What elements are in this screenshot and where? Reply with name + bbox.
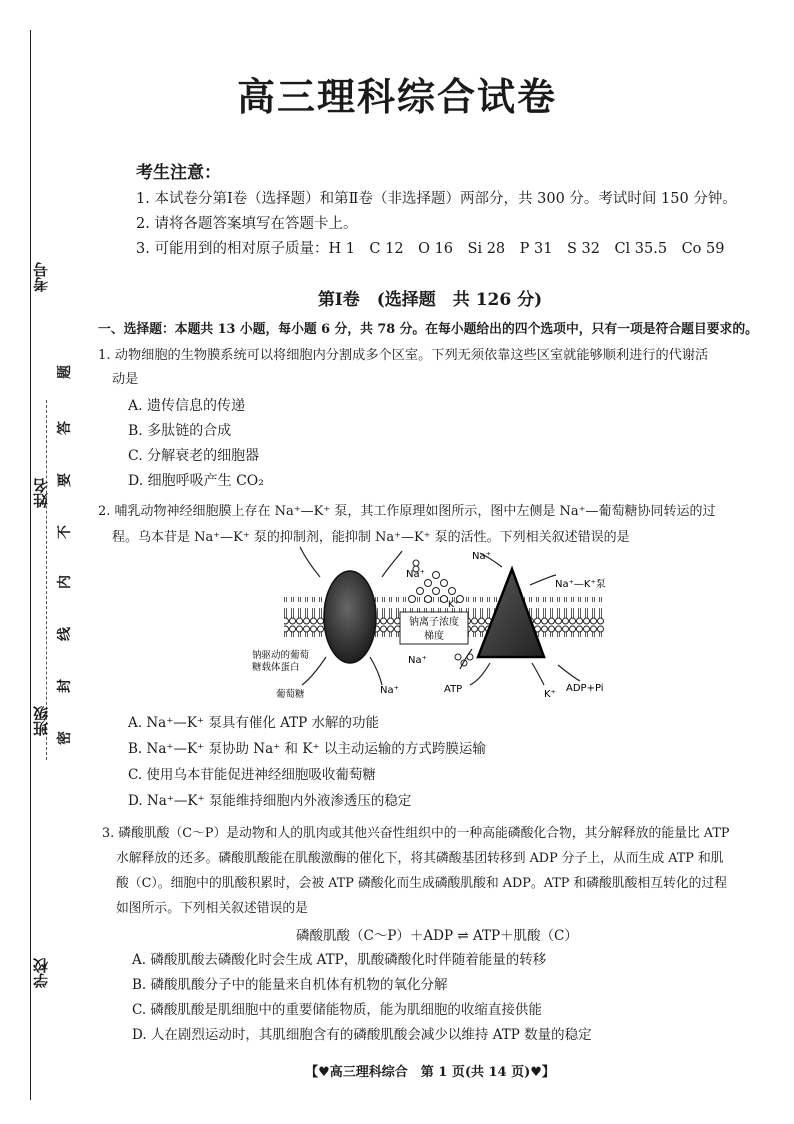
na-bottom-label: Na⁺ [408, 655, 427, 666]
question-stem: 2. 哺乳动物神经细胞膜上存在 Na⁺—K⁺ 泵，其工作原理如图所示，图中左侧是 Na⁺—葡萄糖协同转运的过 [98, 504, 716, 519]
gradient-label: 梯度 [424, 631, 444, 642]
school-label: 学校 [32, 958, 50, 988]
option: A. 遗传信息的传递 [128, 398, 246, 414]
section-intro: 一、选择题：本题共 13 小题，每小题 6 分，共 78 分。在每小题给出的四个选项中，只有一项是符合题目要求的。 [98, 322, 758, 337]
seal-char: 封 [57, 679, 73, 693]
question-stem: 酸（C）。细胞中的肌酸积累时，会被 ATP 磷酸化而生成磷酸肌酸和 ADP。ATP 和磷酸肌酸相互转化的过程 [116, 876, 728, 891]
reaction-equation: 磷酸肌酸（C～P）＋ADP ⇌ ATP＋肌酸（C） [296, 928, 578, 944]
option: A. 磷酸肌酸去磷酸化时会生成 ATP，肌酸磷酸化时伴随着能量的转移 [132, 952, 547, 968]
option: B. 多肽链的合成 [128, 423, 232, 439]
glucose-label: 葡萄糖 [276, 689, 305, 700]
option: A. Na⁺—K⁺ 泵具有催化 ATP 水解的功能 [128, 715, 380, 731]
na-out-label: Na⁺ [380, 685, 399, 696]
na-top-label: Na⁺ [472, 551, 491, 562]
seal-char: 要 [57, 473, 73, 487]
atp-label: ATP [444, 684, 463, 695]
option: D. 人在剧烈运动时，其肌细胞含有的磷酸肌酸会减少以维持 ATP 数量的稳定 [132, 1027, 592, 1043]
option: D. Na⁺—K⁺ 泵能维持细胞内外液渗透压的稳定 [128, 793, 412, 809]
pump-label: Na⁺—K⁺泵 [555, 579, 606, 590]
question-stem: 动是 [112, 372, 139, 387]
question-stem: 水解释放的还多。磷酸肌酸能在肌酸激酶的催化下，将其磷酸基团转移到 ADP 分子上，从而生成 ATP 和肌 [116, 851, 724, 866]
option: C. 磷酸肌酸是肌细胞中的重要储能物质，能为肌细胞的收缩直接供能 [132, 1002, 542, 1018]
class-label: 班级 [32, 706, 50, 736]
option: C. 使用乌本苷能促进神经细胞吸收葡萄糖 [128, 767, 376, 783]
seal-char: 不 [57, 525, 73, 539]
option: D. 细胞呼吸产生 CO₂ [128, 473, 264, 489]
section-heading: 第Ⅰ卷 (选择题 共 126 分) [317, 290, 543, 310]
question-stem: 1. 动物细胞的生物膜系统可以将细胞内分割成多个区室。下列无须依靠这些区室就能够顺利进行的代谢活 [98, 348, 709, 363]
adp-pi-label: ADP+Pi [566, 683, 604, 694]
option: B. Na⁺—K⁺ 泵协助 Na⁺ 和 K⁺ 以主动运输的方式跨膜运输 [128, 741, 486, 757]
notice-heading: 考生注意： [136, 163, 221, 183]
question-stem: 3. 磷酸肌酸（C～P）是动物和人的肌肉或其他兴奋性组织中的一种高能磷酸化合物，其分解释放的能量比 ATP [102, 826, 730, 841]
page-footer: 【♥高三理科综合 第 1 页(共 14 页)♥】 [305, 1065, 555, 1080]
exam-no-label: 考号 [32, 262, 50, 292]
question-stem: 程。乌本苷是 Na⁺—K⁺ 泵的抑制剂，能抑制 Na⁺—K⁺ 泵的活性。下列相关叙述错误的是 [112, 530, 630, 545]
binding-line-outer [30, 30, 31, 1100]
gradient-label: 钠离子浓度 [409, 617, 459, 628]
k-left-label: K⁺ [448, 600, 459, 610]
option: C. 分解衰老的细胞器 [128, 448, 260, 464]
seal-char: 线 [57, 627, 73, 641]
k-out-label: K⁺ [544, 689, 556, 700]
question-stem: 如图所示。下列相关叙述错误的是 [116, 901, 308, 916]
seal-char: 内 [57, 575, 73, 589]
seal-char: 题 [57, 365, 73, 379]
cotransporter-label: 钠驱动的葡萄 [252, 650, 310, 661]
cotransporter-label: 糖载体蛋白 [252, 662, 300, 673]
notice-item: 3. 可能用到的相对原子质量：H 1 C 12 O 16 Si 28 P 31 S 32 Cl 35.5 Co 59 [136, 241, 725, 257]
notice-item: 1. 本试卷分第Ⅰ卷（选择题）和第Ⅱ卷（非选择题）两部分，共 300 分。考试时间 150 分钟。 [136, 191, 737, 207]
seal-char: 密 [57, 731, 73, 745]
seal-char: 答 [57, 421, 73, 435]
name-label: 姓名 [32, 478, 50, 508]
page-title: 高三理科综合试卷 [236, 75, 557, 119]
option: B. 磷酸肌酸分子中的能量来自机体有机物的氧化分解 [132, 977, 448, 993]
notice-item: 2. 请将各题答案填写在答题卡上。 [136, 216, 358, 232]
na-cluster-label: Na⁺ [406, 569, 425, 580]
na-k-pump-diagram [240, 545, 650, 700]
cotransporter-protein [324, 571, 376, 663]
